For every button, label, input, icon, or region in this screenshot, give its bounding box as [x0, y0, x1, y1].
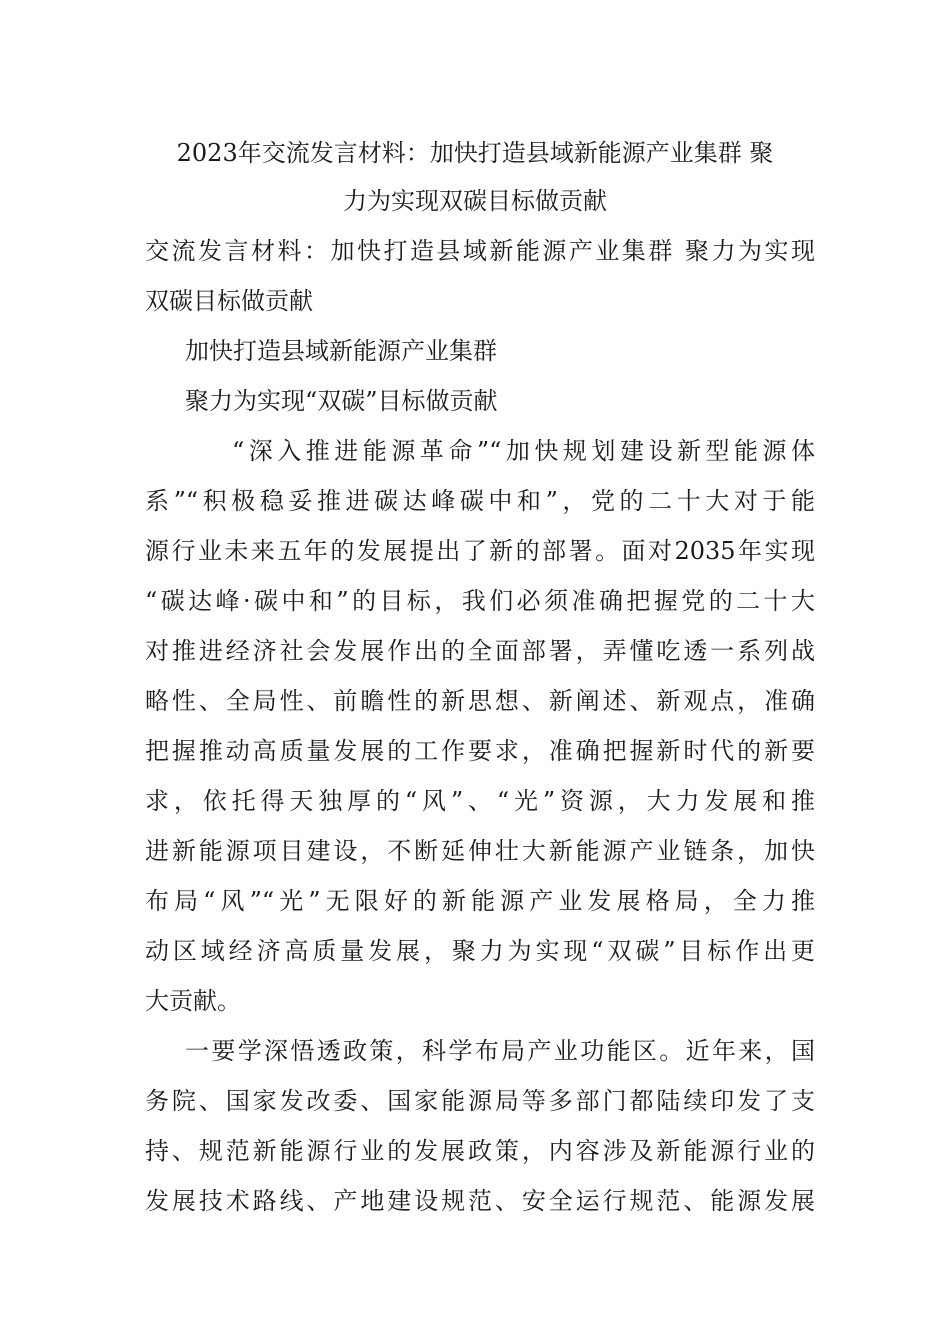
paragraph-1-line: 进新能源项目建设，不断延伸壮大新能源产业链条，加快: [145, 837, 815, 865]
title-line-1: 2023年交流发言材料：加快打造县域新能源产业集群 聚: [176, 139, 774, 167]
paragraph-1-line: 对推进经济社会发展作出的全面部署，弄懂吃透一系列战: [145, 637, 815, 665]
paragraph-2-line: 务院、国家发改委、国家能源局等多部门都陆续印发了支: [145, 1087, 815, 1115]
heading-1: 加快打造县域新能源产业集群: [185, 337, 497, 365]
paragraph-1-line: 求，依托得天独厚的“风”、“光”资源，大力发展和推: [145, 787, 815, 815]
paragraph-1-line: 布局“风”“光”无限好的新能源产业发展格局，全力推: [145, 887, 815, 915]
subtitle-line-2: 双碳目标做贡献: [145, 287, 313, 315]
paragraph-1-line: 把握推动高质量发展的工作要求，准确把握新时代的新要: [145, 737, 815, 765]
paragraph-1-line: 动区域经济高质量发展，聚力为实现“双碳”目标作出更: [145, 937, 815, 965]
paragraph-1-line: 略性、全局性、前瞻性的新思想、新阐述、新观点，准确: [145, 687, 815, 715]
paragraph-2-line: 持、规范新能源行业的发展政策，内容涉及新能源行业的: [145, 1137, 815, 1165]
subtitle-line-1: 交流发言材料：加快打造县域新能源产业集群 聚力为实现: [145, 237, 815, 265]
paragraph-1-line: 源行业未来五年的发展提出了新的部署。面对2035年实现: [145, 537, 815, 565]
paragraph-1-line: 系”“积极稳妥推进碳达峰碳中和”，党的二十大对于能: [145, 487, 815, 515]
paragraph-1-line: “碳达峰·碳中和”的目标，我们必须准确把握党的二十大: [145, 587, 815, 615]
heading-2: 聚力为实现“双碳”目标做贡献: [185, 387, 498, 415]
paragraph-1-line: “深入推进能源革命”“加快规划建设新型能源体: [232, 437, 815, 465]
paragraph-1-line: 大贡献。: [145, 987, 241, 1015]
title-line-2: 力为实现双碳目标做贡献: [343, 187, 607, 215]
paragraph-2-line: 发展技术路线、产地建设规范、安全运行规范、能源发展: [145, 1187, 815, 1215]
paragraph-2-line: 一要学深悟透政策，科学布局产业功能区。近年来，国: [185, 1037, 815, 1065]
